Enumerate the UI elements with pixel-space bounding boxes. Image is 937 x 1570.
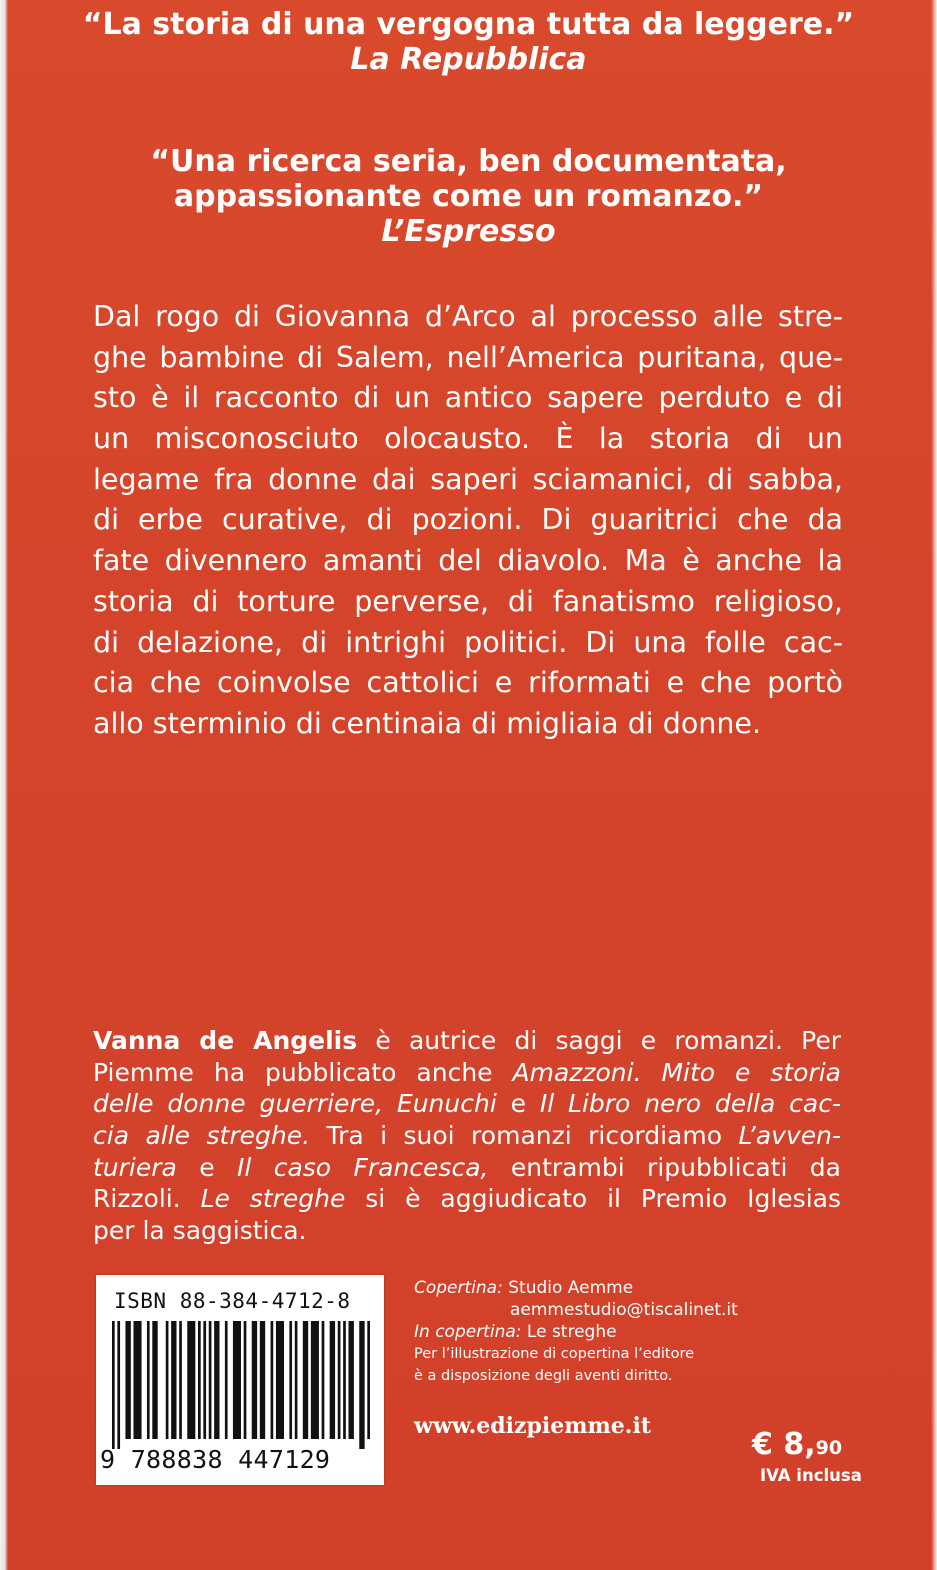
barcode-bar [289, 1321, 292, 1439]
quote-source: La Repubblica [350, 42, 587, 77]
publisher-website: www.edizpiemme.it [414, 1413, 651, 1439]
description-line: di erbe curative, di pozioni. Di guaritrici che da [93, 503, 843, 537]
barcode-bar [271, 1321, 274, 1439]
credit-email: aemmestudio@tiscalinet.it [510, 1300, 738, 1320]
price [752, 1427, 842, 1462]
credit-label: Copertina: [414, 1278, 503, 1298]
description-line: Dal rogo di Giovanna d’Arco al processo alle stre- [93, 300, 843, 333]
bio-line [93, 1152, 841, 1184]
book-title: Il caso Francesca, [237, 1152, 489, 1182]
barcode-bar [322, 1321, 325, 1439]
cover-credits [414, 1277, 814, 1387]
credit-value: Studio Aemme [502, 1278, 634, 1298]
bio-text: e [176, 1152, 238, 1182]
bio-line [93, 1088, 841, 1120]
barcode-bar [134, 1321, 142, 1439]
rights-note-line-1: Per l’illustrazione di copertina l’editore [414, 1346, 695, 1362]
barcode-bar [203, 1321, 206, 1439]
description-line: di delazione, di intrighi politici. Di una folle cac- [93, 625, 843, 659]
book-title: cia alle streghe. [93, 1121, 311, 1151]
description-line: un misconosciuto olocausto. È la storia di un [93, 422, 843, 456]
barcode-bar [147, 1321, 150, 1439]
bio-text: Rizzoli. [93, 1184, 201, 1214]
barcode-bar [166, 1321, 169, 1439]
barcode-icon [112, 1321, 370, 1449]
description-line: cia che coinvolse cattolici e riformati e che portò [93, 666, 843, 700]
quote-text-line-2: appassionante come un romanzo.” [173, 179, 764, 214]
bio-text: è autrice di saggi e romanzi. Per [357, 1026, 841, 1055]
barcode-bar [311, 1321, 319, 1439]
description-line: legame fra donne dai saperi sciamanici, di sabba, [93, 462, 843, 496]
barcode-bar [233, 1321, 241, 1439]
description-line: storia di torture perverse, di fanatismo religioso, [93, 584, 843, 618]
barcode-bar [367, 1321, 370, 1439]
price-cents: 90 [815, 1437, 843, 1459]
rights-note-line-2: è a disposizione degli aventi diritto. [414, 1368, 673, 1384]
bio-text: Tra i suoi romanzi ricordiamo [310, 1121, 739, 1151]
bio-text: e [496, 1089, 540, 1119]
barcode-bar [198, 1321, 201, 1439]
barcode-bar [187, 1321, 195, 1439]
barcode-bar [260, 1321, 265, 1439]
isbn-number: ISBN 88-384-4712-8 [114, 1289, 351, 1313]
barcode-bar [359, 1321, 364, 1449]
barcode-bar [295, 1321, 298, 1439]
book-title: turiera [93, 1152, 177, 1182]
description-line: fate divennero amanti del diavolo. Ma è anche la [93, 544, 843, 578]
review-quote-repubblica [0, 7, 937, 77]
barcode-bar [252, 1321, 257, 1439]
bio-text: entrambi ripubblicati da [488, 1152, 841, 1182]
barcode-bar [112, 1321, 115, 1449]
book-title: delle donne guerriere, Eunuchi [93, 1089, 497, 1119]
quote-text-line-1: “Una ricerca seria, ben documentata, [150, 144, 787, 179]
barcode-bar [171, 1321, 176, 1439]
barcode-bar [330, 1321, 335, 1439]
barcode-bar [152, 1321, 157, 1439]
bio-line [93, 1025, 841, 1057]
description-line: sto è il racconto di un antico sapere perduto e di [93, 381, 843, 415]
bio-line: per la saggistica. [93, 1216, 307, 1246]
barcode-bar [338, 1321, 341, 1439]
barcode-bar [209, 1321, 212, 1439]
tax-note: IVA inclusa [760, 1466, 862, 1485]
barcode-bar [117, 1321, 120, 1449]
bio-line [93, 1057, 841, 1089]
description-line: allo sterminio di centinaia di migliaia di donne. [93, 706, 762, 740]
barcode-bar [349, 1321, 354, 1439]
quote-source: L’Espresso [381, 214, 556, 249]
description-line: ghe bambine di Salem, nell’America puritana, que- [93, 340, 843, 374]
bio-text: si è aggiudicato il Premio Iglesias [345, 1184, 841, 1214]
bio-line [93, 1120, 841, 1152]
book-description [93, 297, 843, 745]
review-quote-espresso [0, 144, 937, 249]
book-title: Amazzoni. Mito e storia [512, 1057, 841, 1087]
bio-text: Piemme ha pubblicato anche [93, 1057, 513, 1087]
barcode-bar [303, 1321, 308, 1439]
barcode-bar [225, 1321, 228, 1439]
credit-value: Le streghe [521, 1322, 617, 1342]
barcode-bar [179, 1321, 182, 1439]
credit-label: In copertina: [414, 1322, 522, 1342]
book-title: L’avven- [738, 1121, 841, 1151]
author-bio [93, 1025, 841, 1247]
author-name: Vanna de Angelis [93, 1026, 358, 1055]
book-title: Le streghe [200, 1184, 346, 1214]
barcode-bar [214, 1321, 219, 1439]
credit-image-line [414, 1321, 814, 1343]
barcode-bar [244, 1321, 247, 1439]
credit-cover-line [414, 1277, 814, 1299]
barcode-bar [125, 1321, 130, 1439]
ean-digits: 9 788838 447129 [100, 1445, 331, 1474]
barcode-bar [343, 1321, 346, 1439]
barcode-bar [276, 1321, 284, 1439]
price-main: € 8, [752, 1427, 816, 1462]
quote-text: “La storia di una vergogna tutta da leggere.” [82, 7, 855, 42]
book-title: Il Libro nero della cac- [539, 1089, 841, 1119]
isbn-barcode-label [96, 1275, 384, 1485]
bio-line [93, 1183, 841, 1215]
